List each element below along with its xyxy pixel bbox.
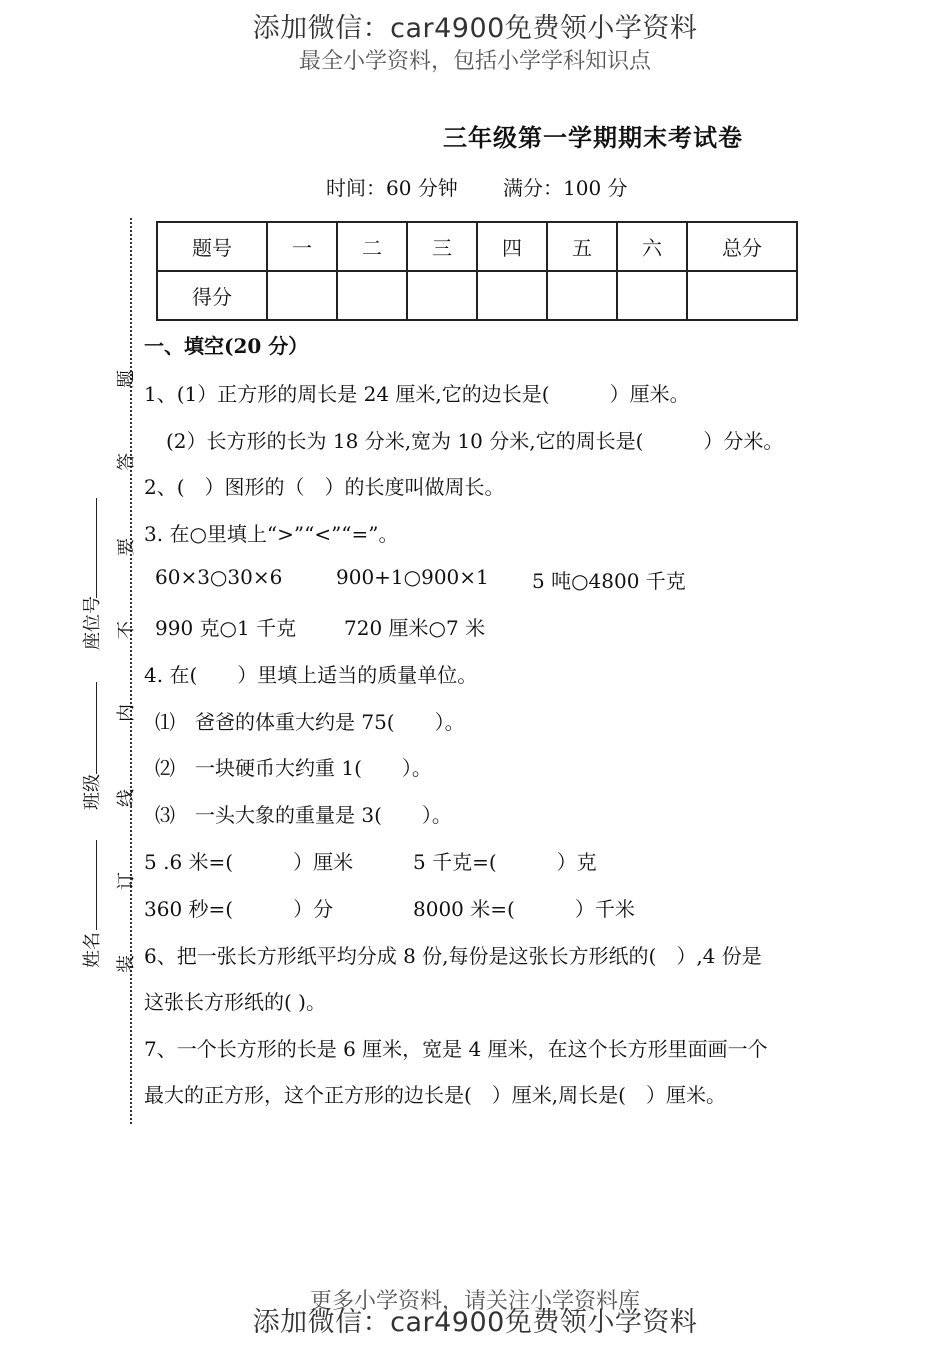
class-label: 班级 bbox=[82, 774, 103, 810]
score-table bbox=[156, 221, 798, 321]
score-header-cell: 一 bbox=[267, 222, 337, 271]
exam-full-score: 满分：100 分 bbox=[503, 176, 628, 200]
compare-item: 900+1○900×1 bbox=[336, 565, 489, 589]
exam-time: 时间：60 分钟 bbox=[326, 176, 458, 200]
section-heading: 一、填空(20 分） bbox=[144, 334, 309, 358]
watermark-bottom: 添加微信：car4900免费领小学资料 bbox=[252, 1307, 698, 1338]
page-title: 三年级第一学期期末考试卷 bbox=[443, 123, 743, 152]
compare-item: 720 厘米○7 米 bbox=[344, 616, 486, 640]
conversion-item: 5 千克=( ）克 bbox=[413, 850, 597, 874]
seat-label: 座位号 bbox=[82, 596, 103, 650]
score-row-label: 得分 bbox=[157, 271, 267, 320]
seal-dotted-line bbox=[130, 218, 132, 1124]
question-line: 7、一个长方形的长是 6 厘米，宽是 4 厘米，在这个长方形里面画一个 bbox=[144, 1037, 768, 1061]
watermark-top: 添加微信：car4900免费领小学资料 bbox=[252, 13, 698, 44]
score-cell bbox=[547, 271, 617, 320]
conversion-item: 360 秒=( ）分 bbox=[144, 897, 334, 921]
score-table-score-row bbox=[157, 271, 797, 320]
score-header-cell: 三 bbox=[407, 222, 477, 271]
question-line: 这张长方形纸的( )。 bbox=[144, 990, 326, 1014]
question-line: ⑴ 爸爸的体重大约是 75( ）。 bbox=[155, 710, 465, 734]
score-cell bbox=[267, 271, 337, 320]
score-cell bbox=[617, 271, 687, 320]
score-header-cell: 二 bbox=[337, 222, 407, 271]
question-line: 6、把一张长方形纸平均分成 8 份,每份是这张长方形纸的( ）,4 份是 bbox=[144, 944, 762, 968]
question-line: 4. 在( ）里填上适当的质量单位。 bbox=[144, 663, 478, 687]
conversion-item: 8000 米=( ）千米 bbox=[413, 897, 635, 921]
question-line: 2、( ）图形的（ ）的长度叫做周长。 bbox=[144, 475, 505, 499]
seal-char: 题 bbox=[116, 370, 137, 388]
name-underline bbox=[96, 840, 97, 930]
seal-char: 装 bbox=[116, 955, 137, 973]
compare-item: 5 吨○4800 千克 bbox=[532, 569, 686, 593]
question-line: 1、(1）正方形的周长是 24 厘米,它的边长是( ）厘米。 bbox=[144, 382, 690, 406]
score-cell bbox=[687, 271, 797, 320]
question-line: (2）长方形的长为 18 分米,宽为 10 分米,它的周长是( ）分米。 bbox=[166, 429, 784, 453]
score-header-cell: 总分 bbox=[687, 222, 797, 271]
seal-char: 内 bbox=[116, 704, 137, 722]
score-cell bbox=[337, 271, 407, 320]
seal-char: 线 bbox=[116, 789, 137, 807]
score-cell bbox=[477, 271, 547, 320]
header-fragment: 最全小学资料，包括小学学科知识点 bbox=[298, 49, 651, 74]
class-underline bbox=[96, 682, 97, 774]
question-line: 最大的正方形，这个正方形的边长是( ）厘米,周长是( ）厘米。 bbox=[144, 1083, 726, 1107]
conversion-item: 5 .6 米=( ）厘米 bbox=[144, 850, 354, 874]
seal-char: 不 bbox=[116, 621, 137, 639]
score-header-cell: 题号 bbox=[157, 222, 267, 271]
question-line: ⑵ 一块硬币大约重 1( ）。 bbox=[155, 756, 432, 780]
name-label: 姓名 bbox=[82, 932, 103, 968]
seal-char: 要 bbox=[116, 538, 137, 556]
compare-item: 60×3○30×6 bbox=[155, 565, 283, 589]
score-header-cell: 四 bbox=[477, 222, 547, 271]
compare-item: 990 克○1 千克 bbox=[155, 616, 297, 640]
seal-char: 答 bbox=[116, 453, 137, 471]
score-header-cell: 六 bbox=[617, 222, 687, 271]
seal-char: 订 bbox=[116, 872, 137, 890]
score-table-header-row bbox=[157, 222, 797, 271]
question-line: ⑶ 一头大象的重量是 3( ）。 bbox=[155, 803, 452, 827]
footer-fragment: 更多小学资料，请关注小学资料库 bbox=[309, 1289, 640, 1314]
score-cell bbox=[407, 271, 477, 320]
score-header-cell: 五 bbox=[547, 222, 617, 271]
seat-underline bbox=[96, 498, 97, 598]
question-line: 3. 在○里填上“>”“<”“=”。 bbox=[144, 522, 399, 546]
